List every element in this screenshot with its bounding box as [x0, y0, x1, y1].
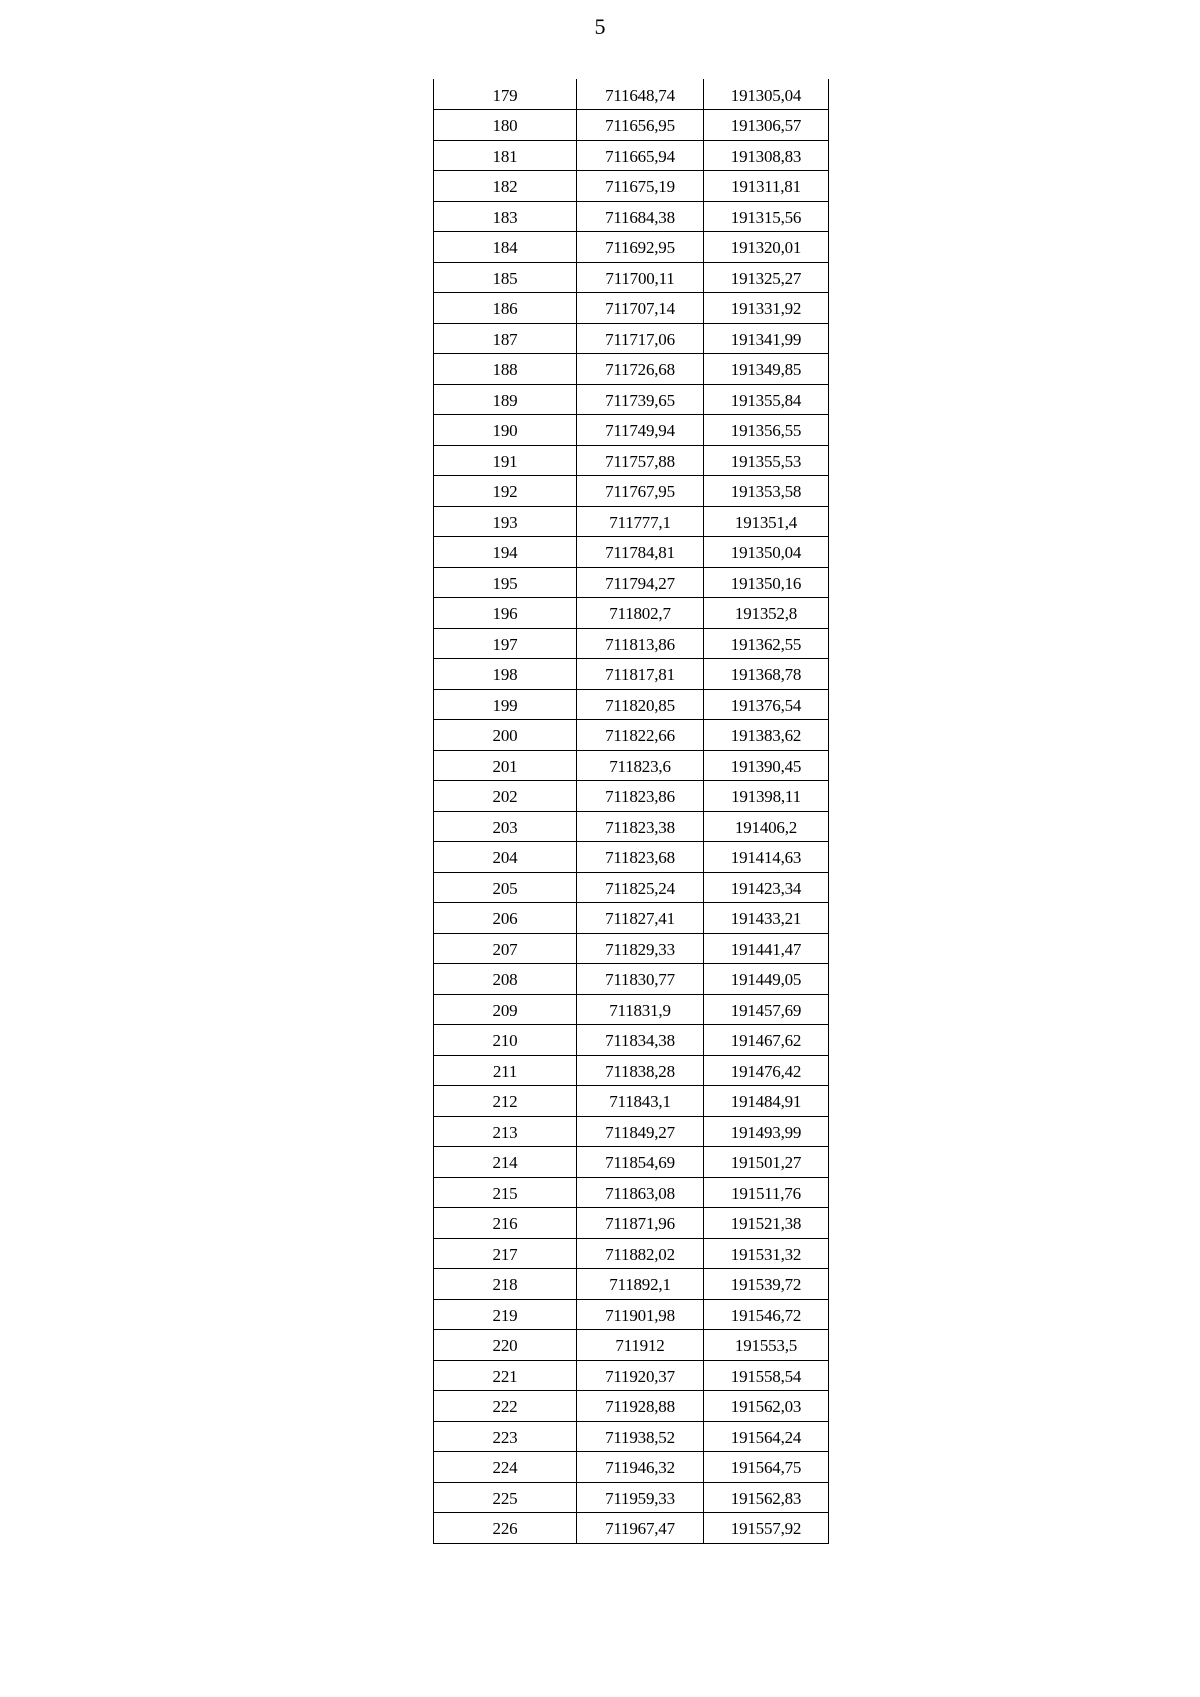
point-number-cell: 210 — [434, 1025, 577, 1056]
y-coordinate-cell: 191501,27 — [704, 1147, 829, 1178]
table-row — [434, 1299, 829, 1330]
y-coordinate-cell: 191406,2 — [704, 811, 829, 842]
point-number-cell: 215 — [434, 1177, 577, 1208]
table-row — [434, 689, 829, 720]
table-row — [434, 232, 829, 263]
x-coordinate-cell: 711829,33 — [577, 933, 704, 964]
x-coordinate-cell: 711928,88 — [577, 1391, 704, 1422]
y-coordinate-cell: 191355,84 — [704, 384, 829, 415]
coordinates-table — [433, 79, 829, 1544]
point-number-cell: 186 — [434, 293, 577, 324]
x-coordinate-cell: 711767,95 — [577, 476, 704, 507]
x-coordinate-cell: 711946,32 — [577, 1452, 704, 1483]
point-number-cell: 213 — [434, 1116, 577, 1147]
page-number: 5 — [594, 14, 606, 39]
point-number-cell: 214 — [434, 1147, 577, 1178]
x-coordinate-cell: 711777,1 — [577, 506, 704, 537]
table-row — [434, 872, 829, 903]
point-number-cell: 209 — [434, 994, 577, 1025]
x-coordinate-cell: 711920,37 — [577, 1360, 704, 1391]
y-coordinate-cell: 191356,55 — [704, 415, 829, 446]
point-number-cell: 189 — [434, 384, 577, 415]
table-row — [434, 964, 829, 995]
x-coordinate-cell: 711820,85 — [577, 689, 704, 720]
point-number-cell: 191 — [434, 445, 577, 476]
point-number-cell: 216 — [434, 1208, 577, 1239]
y-coordinate-cell: 191414,63 — [704, 842, 829, 873]
y-coordinate-cell: 191350,04 — [704, 537, 829, 568]
point-number-cell: 195 — [434, 567, 577, 598]
x-coordinate-cell: 711749,94 — [577, 415, 704, 446]
table-row — [434, 1269, 829, 1300]
y-coordinate-cell: 191521,38 — [704, 1208, 829, 1239]
y-coordinate-cell: 191350,16 — [704, 567, 829, 598]
table-row — [434, 1177, 829, 1208]
y-coordinate-cell: 191398,11 — [704, 781, 829, 812]
point-number-cell: 190 — [434, 415, 577, 446]
x-coordinate-cell: 711938,52 — [577, 1421, 704, 1452]
y-coordinate-cell: 191511,76 — [704, 1177, 829, 1208]
x-coordinate-cell: 711726,68 — [577, 354, 704, 385]
y-coordinate-cell: 191368,78 — [704, 659, 829, 690]
y-coordinate-cell: 191457,69 — [704, 994, 829, 1025]
table-row — [434, 1513, 829, 1544]
x-coordinate-cell: 711784,81 — [577, 537, 704, 568]
x-coordinate-cell: 711656,95 — [577, 110, 704, 141]
table-row — [434, 1086, 829, 1117]
y-coordinate-cell: 191352,8 — [704, 598, 829, 629]
x-coordinate-cell: 711700,11 — [577, 262, 704, 293]
y-coordinate-cell: 191484,91 — [704, 1086, 829, 1117]
y-coordinate-cell: 191553,5 — [704, 1330, 829, 1361]
x-coordinate-cell: 711817,81 — [577, 659, 704, 690]
point-number-cell: 222 — [434, 1391, 577, 1422]
y-coordinate-cell: 191441,47 — [704, 933, 829, 964]
x-coordinate-cell: 711882,02 — [577, 1238, 704, 1269]
y-coordinate-cell: 191306,57 — [704, 110, 829, 141]
table-row — [434, 1360, 829, 1391]
point-number-cell: 198 — [434, 659, 577, 690]
table-row — [434, 750, 829, 781]
x-coordinate-cell: 711892,1 — [577, 1269, 704, 1300]
point-number-cell: 194 — [434, 537, 577, 568]
table-row — [434, 903, 829, 934]
table-row — [434, 598, 829, 629]
x-coordinate-cell: 711757,88 — [577, 445, 704, 476]
y-coordinate-cell: 191433,21 — [704, 903, 829, 934]
point-number-cell: 181 — [434, 140, 577, 171]
table-row — [434, 415, 829, 446]
y-coordinate-cell: 191353,58 — [704, 476, 829, 507]
point-number-cell: 218 — [434, 1269, 577, 1300]
y-coordinate-cell: 191539,72 — [704, 1269, 829, 1300]
y-coordinate-cell: 191476,42 — [704, 1055, 829, 1086]
table-row — [434, 933, 829, 964]
x-coordinate-cell: 711901,98 — [577, 1299, 704, 1330]
point-number-cell: 225 — [434, 1482, 577, 1513]
y-coordinate-cell: 191376,54 — [704, 689, 829, 720]
point-number-cell: 221 — [434, 1360, 577, 1391]
table-row — [434, 1421, 829, 1452]
point-number-cell: 206 — [434, 903, 577, 934]
coordinates-table-body — [434, 79, 829, 1543]
x-coordinate-cell: 711802,7 — [577, 598, 704, 629]
table-row — [434, 811, 829, 842]
y-coordinate-cell: 191320,01 — [704, 232, 829, 263]
x-coordinate-cell: 711825,24 — [577, 872, 704, 903]
x-coordinate-cell: 711665,94 — [577, 140, 704, 171]
point-number-cell: 212 — [434, 1086, 577, 1117]
point-number-cell: 197 — [434, 628, 577, 659]
x-coordinate-cell: 711823,6 — [577, 750, 704, 781]
table-row — [434, 262, 829, 293]
y-coordinate-cell: 191341,99 — [704, 323, 829, 354]
x-coordinate-cell: 711831,9 — [577, 994, 704, 1025]
point-number-cell: 182 — [434, 171, 577, 202]
point-number-cell: 200 — [434, 720, 577, 751]
x-coordinate-cell: 711822,66 — [577, 720, 704, 751]
point-number-cell: 208 — [434, 964, 577, 995]
x-coordinate-cell: 711739,65 — [577, 384, 704, 415]
y-coordinate-cell: 191325,27 — [704, 262, 829, 293]
y-coordinate-cell: 191423,34 — [704, 872, 829, 903]
x-coordinate-cell: 711854,69 — [577, 1147, 704, 1178]
table-row — [434, 994, 829, 1025]
table-row — [434, 1452, 829, 1483]
point-number-cell: 217 — [434, 1238, 577, 1269]
y-coordinate-cell: 191305,04 — [704, 79, 829, 110]
table-row — [434, 537, 829, 568]
x-coordinate-cell: 711823,38 — [577, 811, 704, 842]
y-coordinate-cell: 191531,32 — [704, 1238, 829, 1269]
table-row — [434, 1055, 829, 1086]
point-number-cell: 179 — [434, 79, 577, 110]
point-number-cell: 203 — [434, 811, 577, 842]
point-number-cell: 205 — [434, 872, 577, 903]
table-row — [434, 1025, 829, 1056]
table-row — [434, 1116, 829, 1147]
point-number-cell: 183 — [434, 201, 577, 232]
x-coordinate-cell: 711843,1 — [577, 1086, 704, 1117]
x-coordinate-cell: 711675,19 — [577, 171, 704, 202]
table-row — [434, 1391, 829, 1422]
x-coordinate-cell: 711863,08 — [577, 1177, 704, 1208]
point-number-cell: 188 — [434, 354, 577, 385]
y-coordinate-cell: 191315,56 — [704, 201, 829, 232]
table-row — [434, 110, 829, 141]
y-coordinate-cell: 191331,92 — [704, 293, 829, 324]
table-row — [434, 842, 829, 873]
table-row — [434, 506, 829, 537]
x-coordinate-cell: 711967,47 — [577, 1513, 704, 1544]
y-coordinate-cell: 191362,55 — [704, 628, 829, 659]
y-coordinate-cell: 191564,24 — [704, 1421, 829, 1452]
x-coordinate-cell: 711959,33 — [577, 1482, 704, 1513]
table-row — [434, 445, 829, 476]
table-row — [434, 659, 829, 690]
point-number-cell: 196 — [434, 598, 577, 629]
point-number-cell: 219 — [434, 1299, 577, 1330]
y-coordinate-cell: 191311,81 — [704, 171, 829, 202]
table-row — [434, 354, 829, 385]
y-coordinate-cell: 191467,62 — [704, 1025, 829, 1056]
y-coordinate-cell: 191558,54 — [704, 1360, 829, 1391]
x-coordinate-cell: 711912 — [577, 1330, 704, 1361]
table-row — [434, 1147, 829, 1178]
x-coordinate-cell: 711707,14 — [577, 293, 704, 324]
table-row — [434, 79, 829, 110]
table-row — [434, 1482, 829, 1513]
y-coordinate-cell: 191493,99 — [704, 1116, 829, 1147]
point-number-cell: 224 — [434, 1452, 577, 1483]
y-coordinate-cell: 191557,92 — [704, 1513, 829, 1544]
y-coordinate-cell: 191562,03 — [704, 1391, 829, 1422]
y-coordinate-cell: 191562,83 — [704, 1482, 829, 1513]
y-coordinate-cell: 191355,53 — [704, 445, 829, 476]
x-coordinate-cell: 711648,74 — [577, 79, 704, 110]
point-number-cell: 187 — [434, 323, 577, 354]
point-number-cell: 185 — [434, 262, 577, 293]
point-number-cell: 207 — [434, 933, 577, 964]
x-coordinate-cell: 711871,96 — [577, 1208, 704, 1239]
y-coordinate-cell: 191546,72 — [704, 1299, 829, 1330]
point-number-cell: 202 — [434, 781, 577, 812]
y-coordinate-cell: 191564,75 — [704, 1452, 829, 1483]
table-row — [434, 1330, 829, 1361]
x-coordinate-cell: 711827,41 — [577, 903, 704, 934]
table-row — [434, 384, 829, 415]
y-coordinate-cell: 191349,85 — [704, 354, 829, 385]
table-row — [434, 720, 829, 751]
x-coordinate-cell: 711684,38 — [577, 201, 704, 232]
table-row — [434, 171, 829, 202]
point-number-cell: 211 — [434, 1055, 577, 1086]
x-coordinate-cell: 711794,27 — [577, 567, 704, 598]
x-coordinate-cell: 711823,86 — [577, 781, 704, 812]
y-coordinate-cell: 191308,83 — [704, 140, 829, 171]
x-coordinate-cell: 711717,06 — [577, 323, 704, 354]
y-coordinate-cell: 191449,05 — [704, 964, 829, 995]
table-row — [434, 201, 829, 232]
x-coordinate-cell: 711813,86 — [577, 628, 704, 659]
table-row — [434, 476, 829, 507]
table-row — [434, 1238, 829, 1269]
point-number-cell: 193 — [434, 506, 577, 537]
point-number-cell: 201 — [434, 750, 577, 781]
point-number-cell: 199 — [434, 689, 577, 720]
x-coordinate-cell: 711823,68 — [577, 842, 704, 873]
point-number-cell: 184 — [434, 232, 577, 263]
table-row — [434, 140, 829, 171]
point-number-cell: 180 — [434, 110, 577, 141]
point-number-cell: 220 — [434, 1330, 577, 1361]
point-number-cell: 226 — [434, 1513, 577, 1544]
x-coordinate-cell: 711849,27 — [577, 1116, 704, 1147]
y-coordinate-cell: 191390,45 — [704, 750, 829, 781]
x-coordinate-cell: 711838,28 — [577, 1055, 704, 1086]
table-row — [434, 323, 829, 354]
y-coordinate-cell: 191383,62 — [704, 720, 829, 751]
table-row — [434, 567, 829, 598]
table-row — [434, 1208, 829, 1239]
x-coordinate-cell: 711834,38 — [577, 1025, 704, 1056]
x-coordinate-cell: 711830,77 — [577, 964, 704, 995]
x-coordinate-cell: 711692,95 — [577, 232, 704, 263]
y-coordinate-cell: 191351,4 — [704, 506, 829, 537]
point-number-cell: 192 — [434, 476, 577, 507]
point-number-cell: 223 — [434, 1421, 577, 1452]
point-number-cell: 204 — [434, 842, 577, 873]
table-row — [434, 628, 829, 659]
table-row — [434, 293, 829, 324]
table-row — [434, 781, 829, 812]
